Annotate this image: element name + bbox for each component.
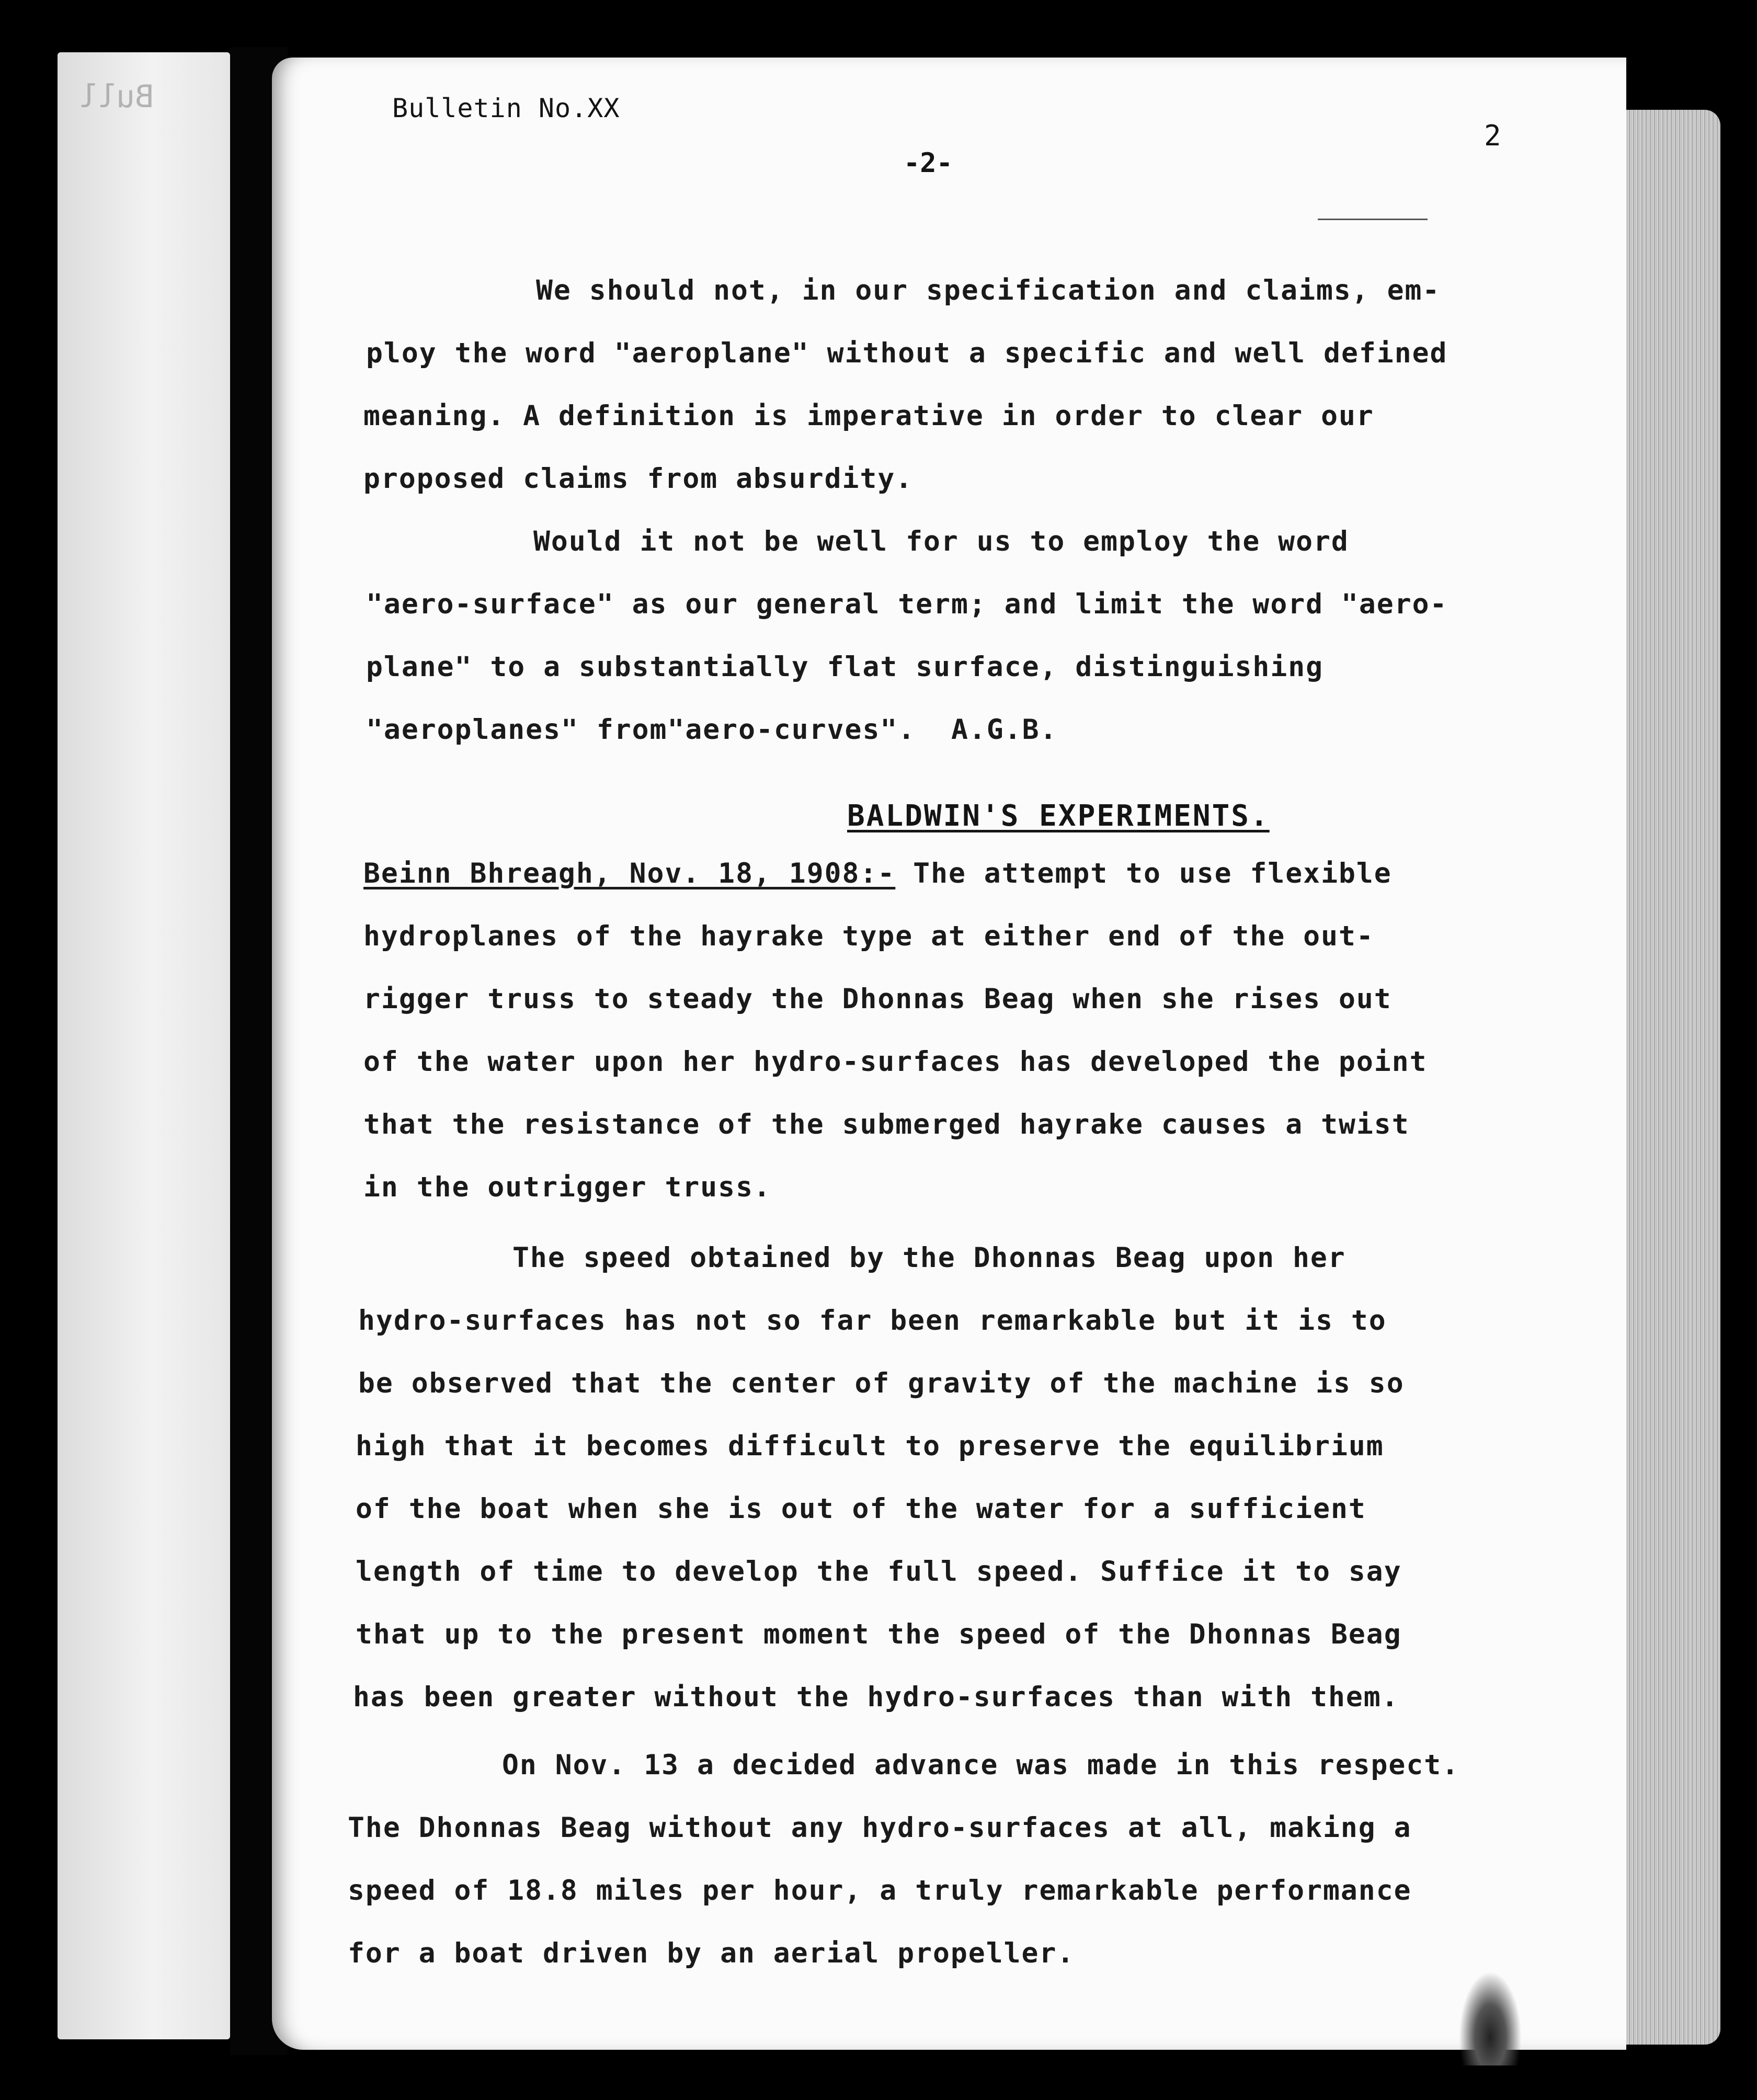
binding-clip-shadow	[1459, 1971, 1522, 2065]
text-line: plane" to a substantially flat surface, distinguishing	[366, 651, 1324, 683]
text-line: length of time to develop the full speed. Suffice it to say	[356, 1556, 1402, 1588]
text-line: be observed that the center of gravity of the machine is so	[358, 1367, 1405, 1399]
text-line: hydroplanes of the hayrake type at either end of the out-	[363, 920, 1374, 952]
dateline-lead: Beinn Bhreagh, Nov. 18, 1908:-	[363, 858, 896, 889]
text-line: high that it becomes difficult to preserve the equilibrium	[356, 1430, 1384, 1462]
bleed-through-text: Bull	[78, 78, 154, 115]
text-line: of the water upon her hydro-surfaces has developed the point	[363, 1046, 1428, 1078]
text-line: for a boat driven by an aerial propeller.	[348, 1937, 1075, 1969]
typed-page-marker: -2-	[904, 147, 953, 179]
text-line: The Dhonnas Beag without any hydro-surfaces at all, making a	[348, 1812, 1412, 1844]
dateline	[363, 858, 1392, 889]
text-line: of the boat when she is out of the water for a sufficient	[356, 1493, 1366, 1525]
text-line: meaning. A definition is imperative in order to clear our	[363, 400, 1374, 432]
bulletin-header: Bulletin No.XX	[392, 93, 620, 123]
text-line: rigger truss to steady the Dhonnas Beag when she rises out	[363, 983, 1392, 1015]
left-facing-page	[58, 52, 230, 2039]
dateline-text: The attempt to use flexible	[895, 858, 1392, 889]
page-stack-edge	[1611, 110, 1720, 2045]
header-rule	[1318, 219, 1428, 220]
text-line: "aeroplanes" from"aero-curves". A.G.B.	[366, 714, 1058, 746]
text-line: hydro-surfaces has not so far been remarkable but it is to	[358, 1305, 1387, 1337]
text-line: Would it not be well for us to employ the word	[533, 526, 1349, 557]
text-line: The speed obtained by the Dhonnas Beag upon her	[512, 1242, 1346, 1274]
page-number: 2	[1484, 119, 1501, 152]
section-heading: BALDWIN'S EXPERIMENTS.	[847, 799, 1270, 833]
text-line: We should not, in our specification and claims, em-	[536, 275, 1441, 306]
text-line: that the resistance of the submerged hayrake causes a twist	[363, 1109, 1410, 1140]
text-line: ploy the word "aeroplane" without a specific and well defined	[366, 337, 1448, 369]
text-line: that up to the present moment the speed of the Dhonnas Beag	[356, 1618, 1402, 1650]
text-line: speed of 18.8 miles per hour, a truly remarkable performance	[348, 1875, 1412, 1907]
text-line: "aero-surface" as our general term; and limit the word "aero-	[366, 588, 1448, 620]
text-line: proposed claims from absurdity.	[363, 463, 914, 495]
text-line: has been greater without the hydro-surfaces than with them.	[353, 1681, 1399, 1713]
text-line: in the outrigger truss.	[363, 1171, 771, 1203]
text-line: On Nov. 13 a decided advance was made in this respect.	[502, 1749, 1460, 1781]
